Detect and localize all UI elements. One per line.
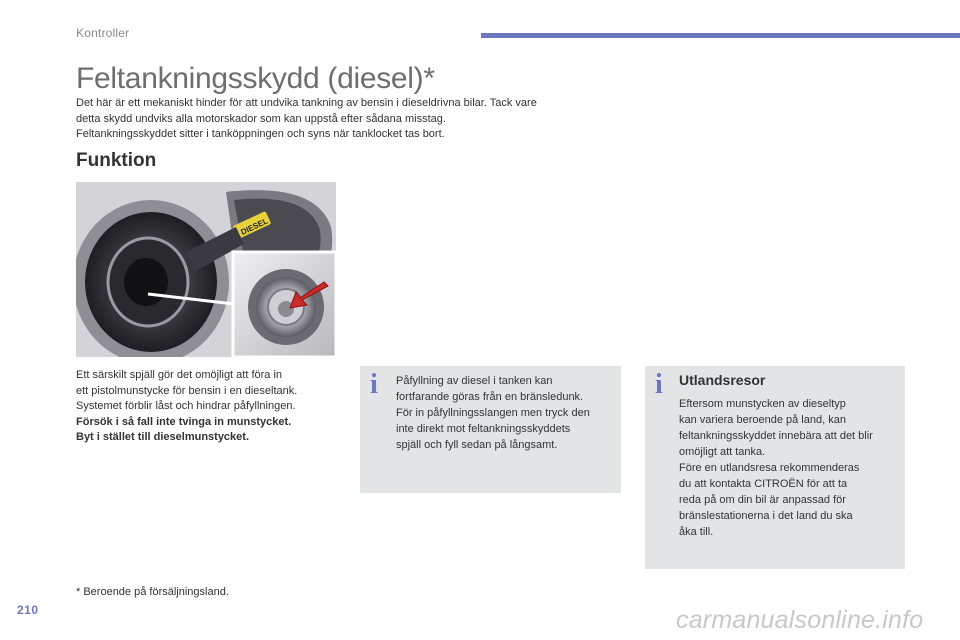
body-warning-line xyxy=(76,415,336,431)
info-line: åka till. xyxy=(679,526,714,538)
info-box-heading: Utlandsresor xyxy=(679,372,766,388)
section-label: Kontroller xyxy=(76,26,130,40)
info-line: du att kontakta CITROËN för att ta xyxy=(679,478,848,490)
page-number: 210 xyxy=(17,603,39,617)
body-line: Ett särskilt spjäll gör det omöjligt att föra in xyxy=(76,369,283,381)
diesel-label: DIESEL xyxy=(239,216,270,237)
intro-line: Feltankningsskyddet sitter i tanköppningen och syns när tanklocket tas bort. xyxy=(76,128,445,140)
section-heading: Funktion xyxy=(76,150,157,171)
info-line: inte direkt mot feltankningsskyddets xyxy=(396,423,571,435)
info-line: Påfyllning av diesel i tanken kan xyxy=(396,375,553,387)
body-warning-line xyxy=(76,430,336,446)
info-line: För in påfyllningsslangen men tryck den xyxy=(396,407,590,419)
footnote: * Beroende på försäljningsland. xyxy=(76,586,229,598)
info-box-travel-abroad xyxy=(645,366,905,569)
warning-text: Försök i så fall inte tvinga in munstycket. xyxy=(76,415,292,428)
body-line: Systemet förblir låst och hindrar påfyllningen. xyxy=(76,400,296,412)
intro-text xyxy=(76,96,636,143)
info-line: fortfarande göras från en bränsledunk. xyxy=(396,391,584,403)
info-line: Eftersom munstycken av dieseltyp xyxy=(679,398,846,410)
info-line: spjäll och fyll sedan på långsamt. xyxy=(396,439,558,451)
info-line: kan variera beroende på land, kan xyxy=(679,414,846,426)
body-line: ett pistolmunstycke för bensin i en dieseltank. xyxy=(76,384,298,397)
info-box-text xyxy=(679,396,901,540)
warning-text: Byt i stället till dieselmunstycket. xyxy=(76,431,250,443)
info-line: feltankningsskyddet innebära att det blir xyxy=(679,430,873,442)
intro-line: Det här är ett mekaniskt hinder för att undvika tankning av bensin i dieseldrivna bilar. Tack vare xyxy=(76,97,537,109)
info-box-refuel-canister xyxy=(360,366,621,493)
info-icon: i xyxy=(370,369,378,400)
fuel-filler-illustration xyxy=(76,182,336,357)
info-icon: i xyxy=(655,369,663,400)
info-line: Före en utlandsresa rekommenderas xyxy=(679,462,860,474)
info-box-text xyxy=(396,373,616,453)
info-line: reda på om din bil är anpassad för xyxy=(679,494,846,506)
info-line: bränslestationerna i det land du ska xyxy=(679,510,853,522)
page-title: Feltankningsskydd (diesel)* xyxy=(76,62,435,95)
header-accent-bar xyxy=(481,33,960,38)
intro-line: detta skydd undviks alla motorskador som kan uppstå efter sådana misstag. xyxy=(76,112,446,125)
watermark: carmanualsonline.info xyxy=(676,606,924,634)
fuel-filler-photo xyxy=(76,182,336,357)
info-line: omöjligt att tanka. xyxy=(679,446,766,458)
function-text xyxy=(76,368,336,446)
